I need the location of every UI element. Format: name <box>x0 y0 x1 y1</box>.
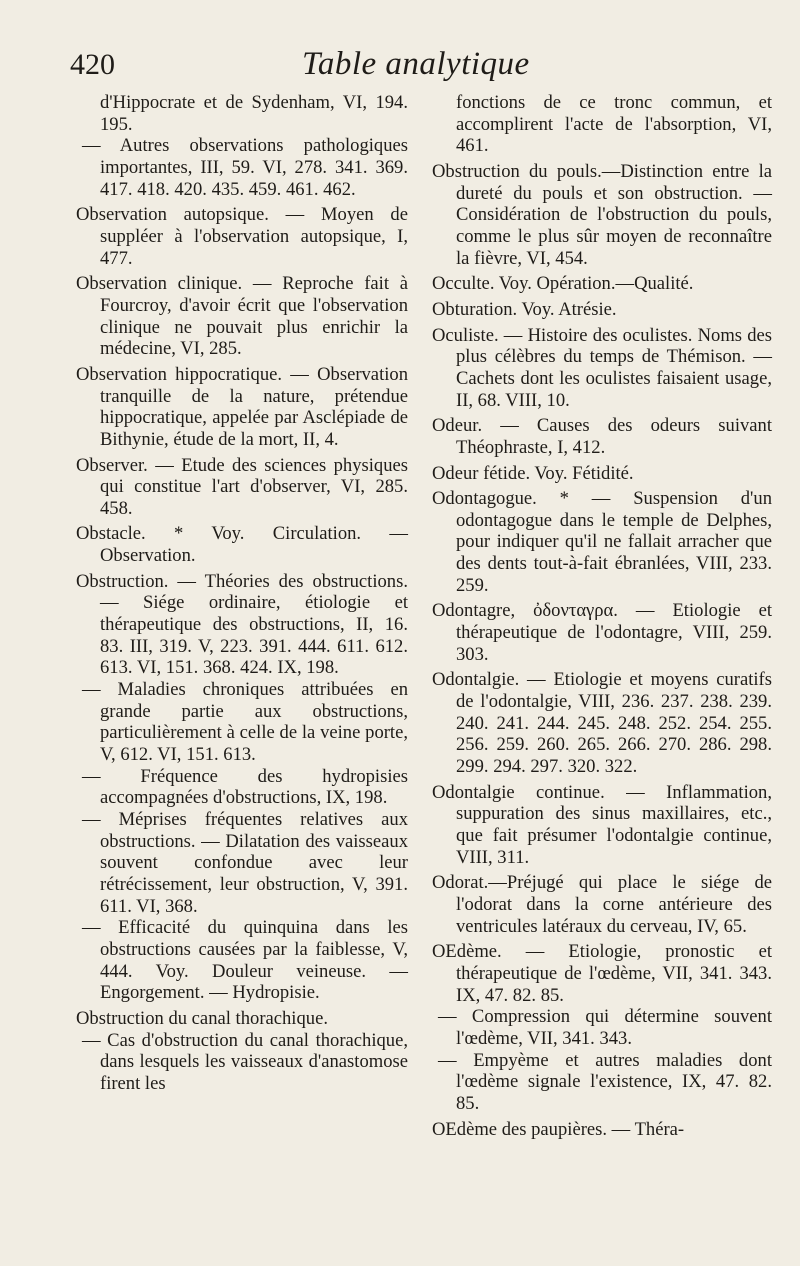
index-entry: Occulte. Voy. Opération.—Qualité. <box>432 273 694 295</box>
index-subentry: — Compression qui détermine souvent l'œdème, VII, 341. 343. <box>438 1006 772 1049</box>
index-entry: Odeur fétide. Voy. Fétidité. <box>432 462 634 484</box>
index-subentry: — Cas d'obstruction du canal thorachique, dans lesquels les vaisseaux d'anastomose firent les <box>82 1029 408 1094</box>
index-entry: Odontalgie continue. — Inflammation, suppuration des sinus maxillaires, etc., que fait présumer l'odontalgie continue, VIII, 311. <box>432 781 772 868</box>
right-column <box>432 92 772 1140</box>
index-entry: Obturation. Voy. Atrésie. <box>432 298 617 320</box>
index-entry: Observation hippocratique. — Observation tranquille de la nature, prétendue hippocratique, appelée par Asclépiade de Bithynie, étude de la mort, II, 4. <box>76 363 408 450</box>
index-entry: Odontagogue. * — Suspension d'un odontagogue dans le temple de Delphes, pour indiquer qu'il ne fallait arracher que des dents tout-à-fait ébranlées, VIII, 233. 259. <box>432 488 772 596</box>
index-entry: Oculiste. — Histoire des oculistes. Noms des plus célèbres du temps de Thémison. — Cachets dont les oculistes faisaient usage, II, 68. VIII, 10. <box>432 324 772 411</box>
running-title: Table analytique <box>302 46 530 82</box>
index-entry-continued: d'Hippocrate et de Sydenham, VI, 194. 195. <box>100 92 408 135</box>
index-entry: Obstacle. * Voy. Circulation. — Observation. <box>76 523 408 567</box>
index-entry: OEdème. — Etiologie, pronostic et thérapeutique de l'œdème, VII, 341. 343. IX, 47. 82. 85. <box>432 941 772 1006</box>
index-subentry: — Maladies chroniques attribuées en grande partie aux obstructions, particulièrement à celle de la veine porte, V, 612. VI, 151. 613. <box>82 679 408 766</box>
index-entry: Odeur. — Causes des odeurs suivant Théophraste, I, 412. <box>432 415 772 458</box>
index-entry: Odontagre, ὀδονταγρα. — Etiologie et thérapeutique de l'odontagre, VIII, 259. 303. <box>432 600 772 665</box>
index-entry: Observer. — Etude des sciences physiques qui constitue l'art d'observer, VI, 285. 458. <box>76 454 408 519</box>
index-entry: Obstruction. — Théories des obstructions. — Siége ordinaire, étiologie et thérapeutique des obstructions, II, 16. 83. III, 319. V, 223. 391. 444. 611. 612. 613. VI, 151. 368. 424. IX, 198. <box>76 570 408 679</box>
index-subentry: — Efficacité du quinquina dans les obstructions causées par la faiblesse, V, 444. Voy. Douleur veineuse. — Engorgement. — Hydropisie. <box>82 917 408 1004</box>
page-number: 420 <box>70 48 115 81</box>
index-entry: Obstruction du canal thorachique. <box>76 1007 328 1029</box>
index-entry: OEdème des paupières. — Théra- <box>432 1118 685 1140</box>
index-entry: Observation autopsique. — Moyen de suppléer à l'observation autopsique, I, 477. <box>76 204 408 269</box>
index-subentry: — Autres observations pathologiques importantes, III, 59. VI, 278. 341. 369. 417. 418. 420. 435. 459. 461. 462. <box>82 135 408 200</box>
index-entry-continued: fonctions de ce tronc commun, et accomplirent l'acte de l'absorption, VI, 461. <box>456 92 772 157</box>
index-entry: Obstruction du pouls.—Distinction entre la dureté du pouls et son obstruction. — Considération de l'obstruction du pouls, comme le plus sûr moyen de reconnaître la fièvre, VI, 454. <box>432 160 772 269</box>
index-subentry: — Empyème et autres maladies dont l'œdème signale l'existence, IX, 47. 82. 85. <box>438 1049 772 1114</box>
left-column <box>76 92 408 1095</box>
index-entry: Odorat.—Préjugé qui place le siége de l'odorat dans la corne antérieure des ventricules latéraux du cerveau, IV, 65. <box>432 872 772 937</box>
index-subentry: — Fréquence des hydropisies accompagnées d'obstructions, IX, 198. <box>82 765 408 809</box>
index-subentry: — Méprises fréquentes relatives aux obstructions. — Dilatation des vaisseaux souvent confondue avec leur rétrécissement, leur obstruction, V, 391. 611. VI, 368. <box>82 809 408 917</box>
page-header <box>70 44 770 88</box>
index-entry: Observation clinique. — Reproche fait à Fourcroy, d'avoir écrit que l'observation clinique ne pouvait plus enrichir la médecine, VI, 285. <box>76 273 408 360</box>
index-entry: Odontalgie. — Etiologie et moyens curatifs de l'odontalgie, VIII, 236. 237. 238. 239. 240. 241. 244. 245. 248. 252. 254. 255. 256. 259. 260. 265. 266. 270. 286. 298. 299. 294. 297. 320. 322. <box>432 669 772 778</box>
